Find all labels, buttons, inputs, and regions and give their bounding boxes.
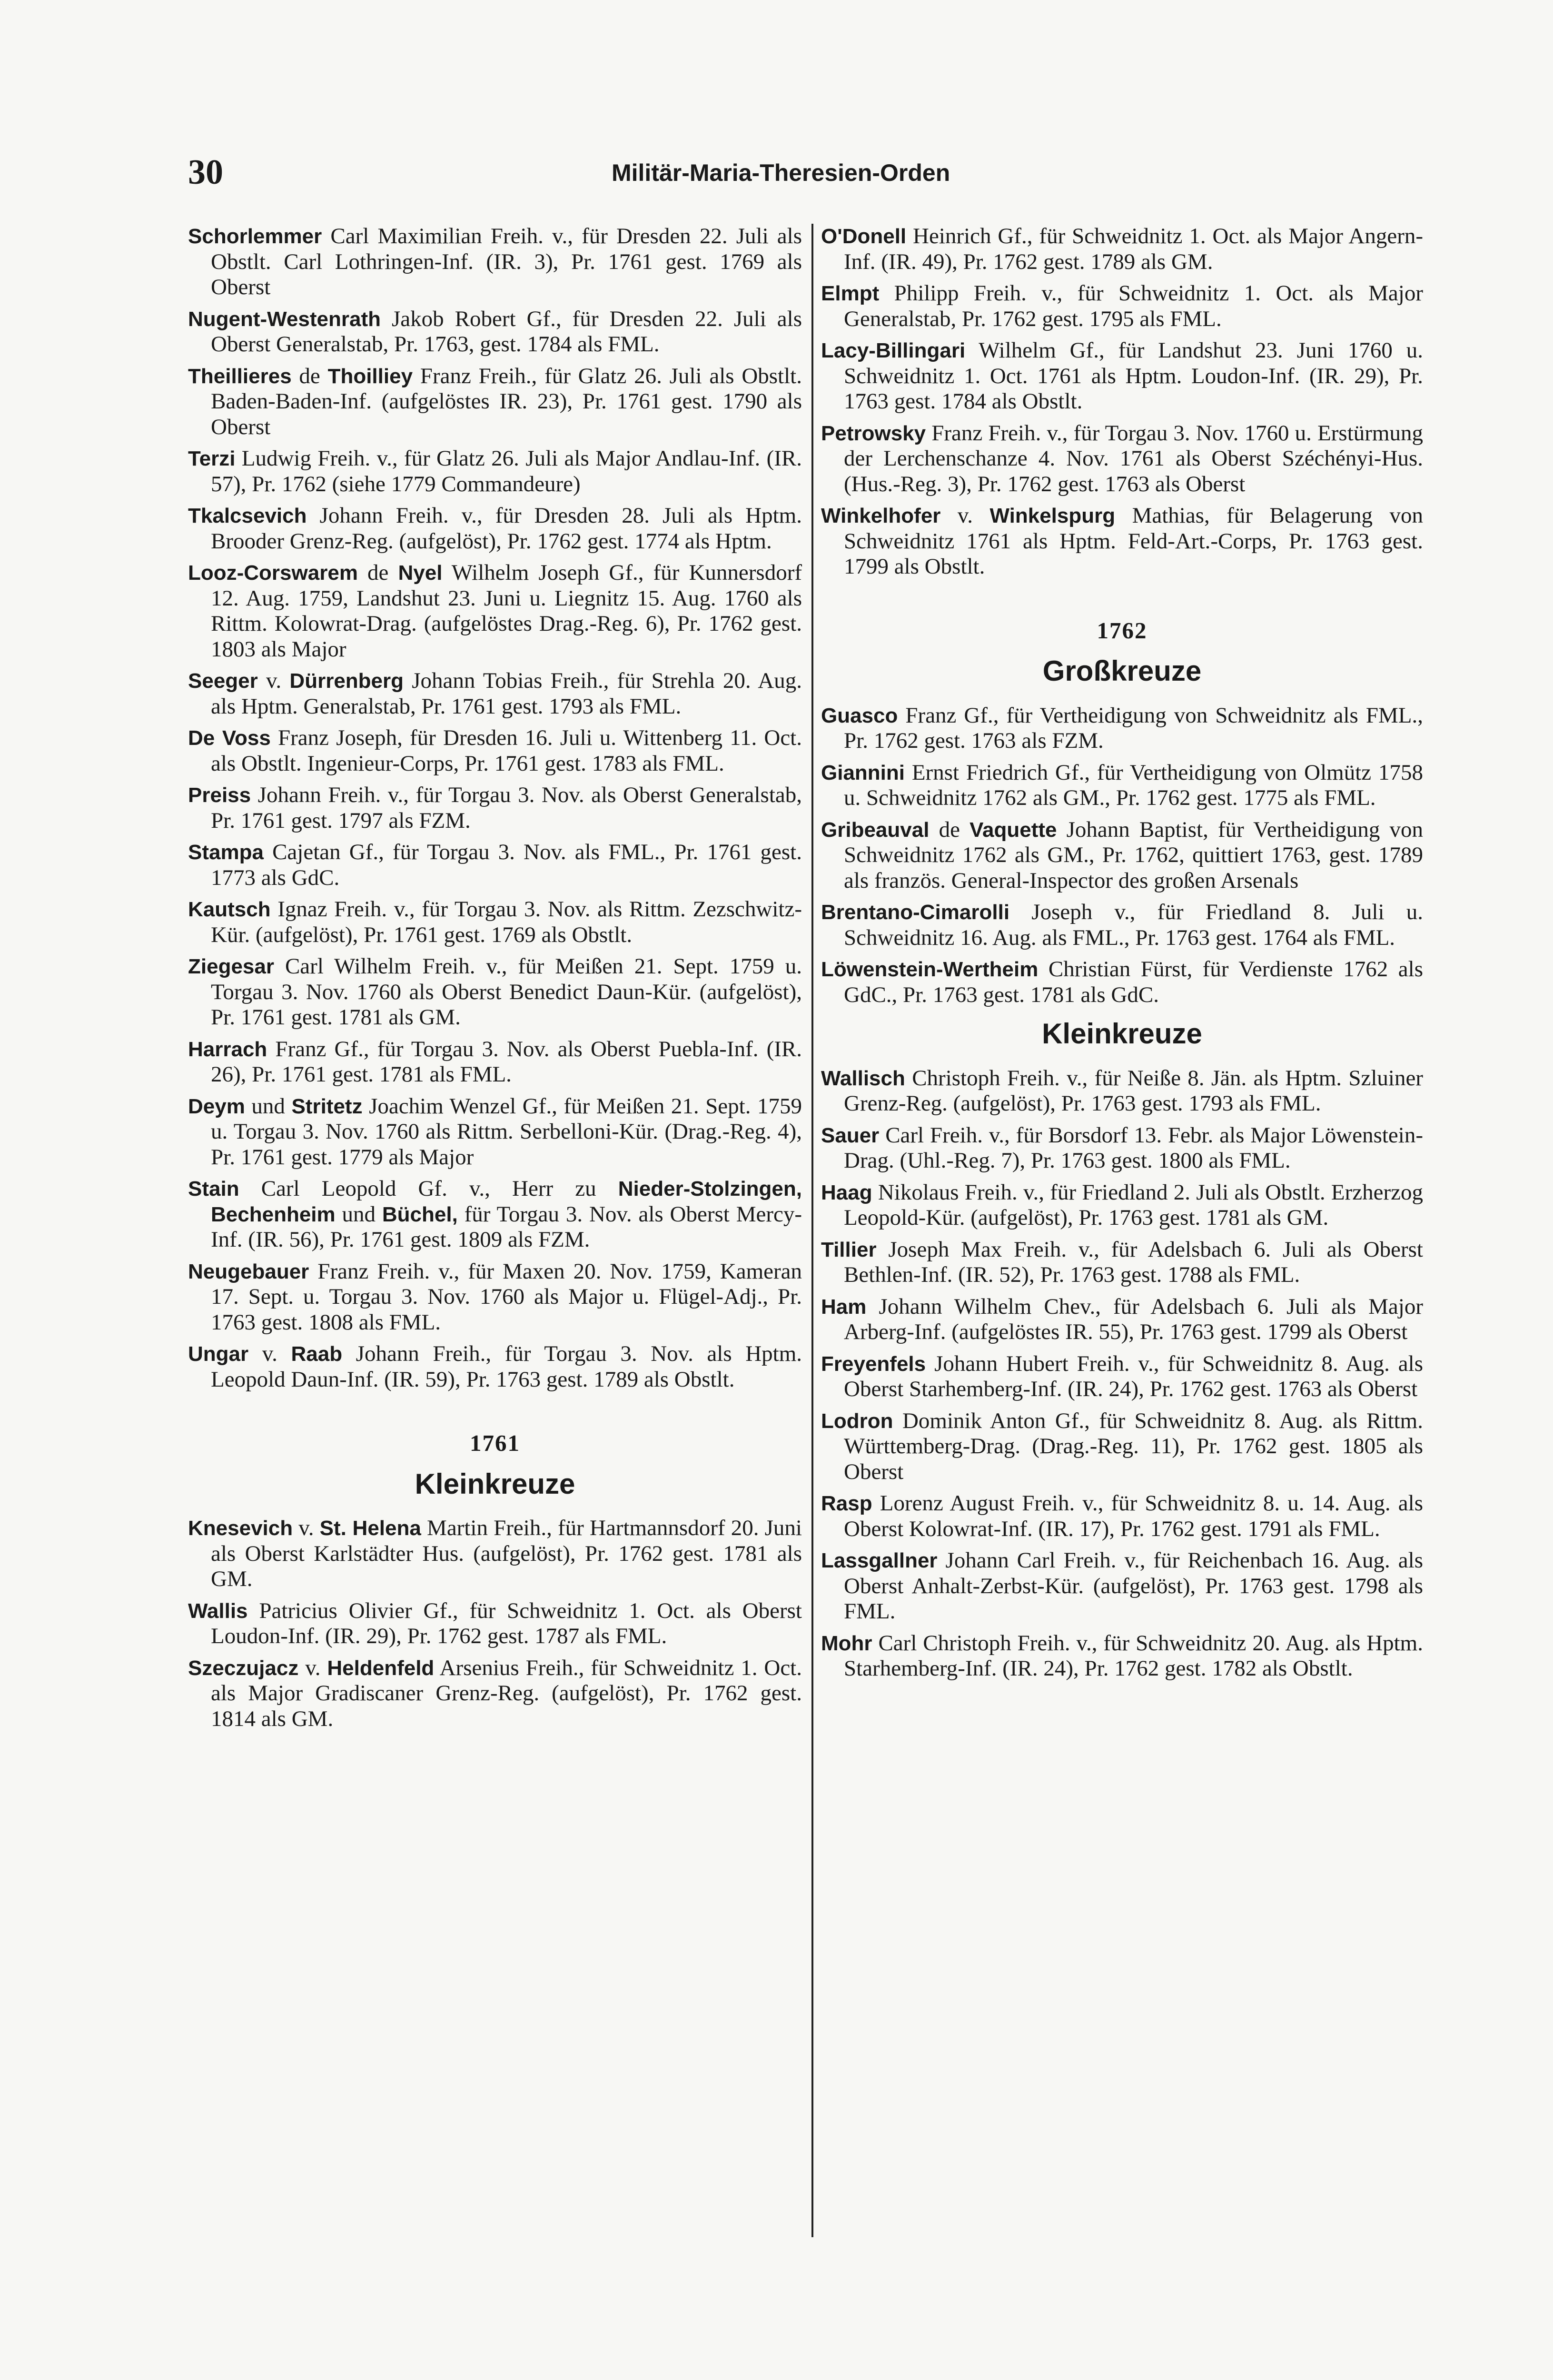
list-item <box>188 1341 802 1392</box>
entry-text: Christian Fürst, für Verdienste 1762 als GdC., Pr. 1763 gest. 1781 als GdC. <box>844 957 1423 1007</box>
entry-text: de <box>929 817 970 842</box>
entry-text: Philipp Freih. v., für Schweidnitz 1. Oct. als Major Generalstab, Pr. 1762 gest. 1795 als FML. <box>844 281 1423 331</box>
entry-name: Ziegesar <box>188 955 274 978</box>
list-item <box>188 560 802 662</box>
entry-text: Franz Freih. v., für Torgau 3. Nov. 1760 u. Erstürmung der Lerchenschanze 4. Nov. 1761 als Oberst Széchényi-Hus. (Hus.-Reg. 3), Pr. 1762 gest. 1763 als Oberst <box>844 420 1423 496</box>
list-item <box>188 364 802 440</box>
entry-text: de <box>291 363 328 388</box>
entry-text: Johann Freih. v., für Dresden 28. Juli als Hptm. Brooder Grenz-Reg. (aufgelöst), Pr. 1762 gest. 1774 als Hptm. <box>211 503 802 554</box>
entry-text: Patricius Olivier Gf., für Schweidnitz 1. Oct. als Oberst Loudon-Inf. (IR. 29), Pr. 1762 gest. 1787 als FML. <box>211 1598 802 1648</box>
entry-text: Mathias, für Belagerung von Schweidnitz 1761 als Hptm. Feld-Art.-Corps, Pr. 1763 gest. 1799 als Obstlt. <box>844 503 1423 579</box>
list-item <box>821 1548 1423 1625</box>
list-item <box>821 957 1423 1008</box>
list-item <box>821 1066 1423 1117</box>
list-item <box>188 1259 802 1336</box>
running-title: Militär-Maria-Theresien-Orden <box>612 159 950 186</box>
entry-name: Lodron <box>821 1409 893 1433</box>
list-item <box>821 1237 1423 1288</box>
list-item <box>821 224 1423 275</box>
list-item <box>821 760 1423 811</box>
entry-text: Joseph v., für Friedland 8. Juli u. Schweidnitz 16. Aug. als FML., Pr. 1763 gest. 1764 als FML. <box>844 900 1423 950</box>
entry-text: Franz Joseph, für Dresden 16. Juli u. Wittenberg 11. Oct. als Obstlt. Ingenieur-Corps, Pr. 1761 gest. 1783 als FML. <box>211 725 802 776</box>
list-item <box>188 307 802 357</box>
list-item <box>821 817 1423 894</box>
entry-text: Johann Tobias Freih., für Strehla 20. Aug. als Hptm. Generalstab, Pr. 1761 gest. 1793 als FML. <box>211 668 802 719</box>
list-item <box>188 668 802 719</box>
entry-text: Cajetan Gf., für Torgau 3. Nov. als FML., Pr. 1761 gest. 1773 als GdC. <box>211 840 802 890</box>
entry-text: Franz Freih. v., für Maxen 20. Nov. 1759, Kameran 17. Sept. u. Torgau 3. Nov. 1760 als Major u. Flügel-Adj., Pr. 1763 gest. 1808 als FML. <box>211 1259 802 1335</box>
left-column <box>188 224 802 1738</box>
entry-text: Joachim Wenzel Gf., für Meißen 21. Sept. 1759 u. Torgau 3. Nov. 1760 als Rittm. Serbelloni-Kür. (Drag.-Reg. 4), Pr. 1761 gest. 1779 als Major <box>211 1093 802 1170</box>
list-item <box>188 954 802 1031</box>
entry-name: Harrach <box>188 1037 267 1061</box>
entry-name: Looz-Corswarem <box>188 561 358 585</box>
list-item <box>821 1491 1423 1542</box>
entry-name: Nugent-Westenrath <box>188 307 381 331</box>
list-item <box>821 503 1423 580</box>
entry-text: de <box>357 560 398 585</box>
entry-text: v. <box>257 668 290 693</box>
entry-name: Giannini <box>821 761 905 784</box>
list-item <box>188 224 802 300</box>
entry-name: Wallisch <box>821 1066 905 1090</box>
entry-text: Carl Wilhelm Freih. v., für Meißen 21. Sept. 1759 u. Torgau 3. Nov. 1760 als Oberst Benedict Daun-Kür. (aufgelöst), Pr. 1761 gest. 1781 als GM. <box>211 954 802 1030</box>
entry-name: Dürrenberg <box>289 669 404 693</box>
entry-text: Carl Christoph Freih. v., für Schweidnitz 20. Aug. als Hptm. Starhemberg-Inf. (IR. 24), Pr. 1762 gest. 1782 als Obstlt. <box>844 1630 1423 1681</box>
entry-text: Dominik Anton Gf., für Schweidnitz 8. Aug. als Rittm. Württemberg-Drag. (Drag.-Reg. 11), Pr. 1762 gest. 1805 als Oberst <box>844 1408 1423 1484</box>
entry-name: Stampa <box>188 841 264 864</box>
entry-text: Arsenius Freih., für Schweidnitz 1. Oct. als Major Gradiscaner Grenz-Reg. (aufgelöst), Pr. 1762 gest. 1814 als GM. <box>211 1655 802 1731</box>
year-heading-1761: 1761 <box>470 1430 520 1456</box>
entry-name: Heldenfeld <box>327 1656 435 1680</box>
entry-name: Haag <box>821 1180 872 1204</box>
entry-name: Neugebauer <box>188 1259 309 1283</box>
entry-name: Elmpt <box>821 282 880 305</box>
entry-name: Wallis <box>188 1599 248 1623</box>
column-divider <box>811 224 813 2237</box>
list-item <box>188 840 802 891</box>
entry-text: und <box>335 1201 382 1227</box>
list-item <box>188 1516 802 1592</box>
list-item <box>188 1094 802 1170</box>
entry-text: Jakob Robert Gf., für Dresden 22. Juli als Oberst Generalstab, Pr. 1763, gest. 1784 als FML. <box>211 306 802 357</box>
list-item <box>188 503 802 554</box>
entry-name: Tkalcsevich <box>188 504 307 527</box>
entry-name: Guasco <box>821 704 898 727</box>
entry-text: Ernst Friedrich Gf., für Vertheidigung von Olmütz 1758 u. Schweidnitz 1762 als GM., Pr. 1762 gest. 1775 als FML. <box>844 760 1423 810</box>
entry-text: Franz Gf., für Torgau 3. Nov. als Oberst Puebla-Inf. (IR. 26), Pr. 1761 gest. 1781 als FML. <box>211 1036 802 1087</box>
list-item <box>188 783 802 833</box>
entry-name: Szeczujacz <box>188 1656 299 1680</box>
section-heading-kleinkreuze-1762: Kleinkreuze <box>1042 1018 1202 1050</box>
entry-text: und <box>245 1093 292 1119</box>
entry-name: Löwenstein-Wertheim <box>821 958 1039 981</box>
entry-name: St. Helena <box>319 1517 421 1540</box>
entry-name: Seeger <box>188 669 258 693</box>
list-item <box>821 900 1423 951</box>
entry-text: Heinrich Gf., für Schweidnitz 1. Oct. als Major Angern-Inf. (IR. 49), Pr. 1762 gest. 1789 als GM. <box>844 224 1423 274</box>
page-number: 30 <box>188 153 223 192</box>
list-item <box>821 1408 1423 1485</box>
entry-text: Johann Wilhelm Chev., für Adelsbach 6. Juli als Major Arberg-Inf. (aufgelöstes IR. 55), Pr. 1763 gest. 1799 als Oberst <box>844 1294 1423 1344</box>
list-item <box>821 1631 1423 1682</box>
list-item <box>188 446 802 497</box>
entry-name: Terzi <box>188 447 236 470</box>
entry-name: Raab <box>291 1342 343 1366</box>
entry-name: Vaquette <box>969 818 1057 842</box>
section-heading-grosskreuze-1762: Großkreuze <box>1042 655 1202 687</box>
entry-text: Wilhelm Joseph Gf., für Kunnersdorf 12. Aug. 1759, Landshut 23. Juni u. Liegnitz 15. Aug. 1760 als Rittm. Kolowrat-Drag. (aufgelöstes Drag.-Reg. 6), Pr. 1762 gest. 1803 als Major <box>211 560 802 662</box>
entry-text: Johann Baptist, für Vertheidigung von Schweidnitz 1762 als GM., Pr. 1762, quittiert 1763, gest. 1789 als französ. General-Inspector des großen Arsenals <box>844 817 1423 893</box>
entry-name: Nieder-Stolzingen, Bechenheim <box>211 1177 802 1226</box>
entry-text: Martin Freih., für Hartmannsdorf 20. Juni als Oberst Karlstädter Hus. (aufgelöst), Pr. 1762 gest. 1781 als GM. <box>211 1516 802 1591</box>
entry-text: Wilhelm Gf., für Landshut 23. Juni 1760 u. Schweidnitz 1. Oct. 1761 als Hptm. Loudon-Inf. (IR. 29), Pr. 1763 gest. 1784 als Obstlt. <box>844 338 1423 414</box>
entry-text: Johann Hubert Freih. v., für Schweidnitz 8. Aug. als Oberst Starhemberg-Inf. (IR. 24), Pr. 1762 gest. 1763 als Oberst <box>844 1351 1423 1401</box>
entry-name: Ungar <box>188 1342 249 1366</box>
kleinkreuze-1761-list <box>188 1516 802 1732</box>
entry-name: Kautsch <box>188 898 271 921</box>
section-heading-kleinkreuze-1761: Kleinkreuze <box>415 1468 575 1500</box>
entry-name: Theillieres <box>188 364 292 388</box>
entry-text: Joseph Max Freih. v., für Adelsbach 6. Juli als Oberst Bethlen-Inf. (IR. 52), Pr. 1763 gest. 1788 als FML. <box>844 1237 1423 1287</box>
entry-name: Mohr <box>821 1631 872 1655</box>
entry-name: Petrowsky <box>821 421 926 445</box>
entry-text: Ignaz Freih. v., für Torgau 3. Nov. als Rittm. Zezschwitz-Kür. (aufgelöst), Pr. 1761 gest. 1769 als Obstlt. <box>211 897 802 947</box>
entry-text: v. <box>298 1655 327 1680</box>
entry-text: Johann Freih. v., für Torgau 3. Nov. als Oberst Generalstab, Pr. 1761 gest. 1797 als FZM. <box>211 783 802 833</box>
list-item <box>188 897 802 948</box>
entry-name: Ham <box>821 1295 867 1319</box>
entry-name: Büchel, <box>382 1202 458 1226</box>
list-item <box>188 1037 802 1088</box>
entry-name: Deym <box>188 1094 245 1118</box>
entry-text: v. <box>940 503 990 528</box>
entry-text: Carl Freih. v., für Borsdorf 13. Febr. als Major Löwenstein-Drag. (Uhl.-Reg. 7), Pr. 1763 gest. 1800 als FML. <box>844 1122 1423 1173</box>
entry-name: Stritetz <box>291 1094 363 1118</box>
entry-text: Johann Freih., für Torgau 3. Nov. als Hptm. Leopold Daun-Inf. (IR. 59), Pr. 1763 gest. 1789 als Obstlt. <box>211 1341 802 1392</box>
entry-text: Franz Gf., für Vertheidigung von Schweidnitz als FML., Pr. 1762 gest. 1763 als FZM. <box>844 703 1423 753</box>
list-item <box>821 1351 1423 1402</box>
entry-text: Ludwig Freih. v., für Glatz 26. Juli als Major Andlau-Inf. (IR. 57), Pr. 1762 (siehe 1779 Commandeure) <box>211 446 802 496</box>
kleinkreuze-1762-list <box>821 1066 1423 1682</box>
entry-text: Franz Freih., für Glatz 26. Juli als Obstlt. Baden-Baden-Inf. (aufgelöstes IR. 23), Pr. 1761 gest. 1790 als Oberst <box>211 363 802 439</box>
entry-name: Rasp <box>821 1492 872 1515</box>
entry-text: Carl Maximilian Freih. v., für Dresden 22. Juli als Obstlt. Carl Lothringen-Inf. (IR. 3), Pr. 1761 gest. 1769 als Oberst <box>211 224 802 299</box>
right-column <box>821 224 1423 1688</box>
entry-name: Thoilliey <box>327 364 413 388</box>
entry-name: O'Donell <box>821 225 907 248</box>
entry-name: Winkelspurg <box>989 504 1116 527</box>
entry-text: Nikolaus Freih. v., für Friedland 2. Juli als Obstlt. Erzherzog Leopold-Kür. (aufgelöst), Pr. 1763 gest. 1781 als GM. <box>844 1180 1423 1230</box>
list-item <box>821 1180 1423 1231</box>
entry-name: Winkelhofer <box>821 504 941 527</box>
entry-name: Lacy-Billingari <box>821 339 966 362</box>
entry-text: Johann Carl Freih. v., für Reichenbach 16. Aug. als Oberst Anhalt-Zerbst-Kür. (aufgelöst), Pr. 1763 gest. 1798 als FML. <box>844 1548 1423 1624</box>
entry-text: für Torgau 3. Nov. als Oberst Mercy-Inf. (IR. 56), Pr. 1761 gest. 1809 als FZM. <box>211 1201 802 1252</box>
entry-name: Preiss <box>188 783 251 807</box>
entry-text: Lorenz August Freih. v., für Schweidnitz 8. u. 14. Aug. als Oberst Kolowrat-Inf. (IR. 17), Pr. 1762 gest. 1791 als FML. <box>844 1491 1423 1541</box>
entry-name: Brentano-Cimarolli <box>821 901 1010 924</box>
list-item <box>821 1294 1423 1345</box>
left-entry-list <box>188 224 802 1392</box>
entry-name: Tillier <box>821 1238 877 1261</box>
entry-name: Sauer <box>821 1123 880 1147</box>
list-item <box>821 281 1423 332</box>
list-item <box>188 1176 802 1253</box>
page-header <box>188 152 1387 200</box>
entry-text: v. <box>293 1516 320 1540</box>
entry-name: Lassgallner <box>821 1549 938 1572</box>
entry-name: Freyenfels <box>821 1352 926 1376</box>
right-entry-list <box>821 224 1423 580</box>
list-item <box>821 1123 1423 1174</box>
entry-name: Schorlemmer <box>188 225 322 248</box>
entry-text: Carl Leopold Gf. v., Herr zu <box>239 1176 618 1201</box>
entry-text: v. <box>248 1341 291 1366</box>
list-item <box>821 421 1423 497</box>
list-item <box>188 1598 802 1649</box>
entry-text: Christoph Freih. v., für Neiße 8. Jän. als Hptm. Szluiner Grenz-Reg. (aufgelöst), Pr. 1763 gest. 1793 als FML. <box>844 1065 1423 1116</box>
entry-name: Gribeauval <box>821 818 930 842</box>
list-item <box>821 338 1423 415</box>
entry-name: Stain <box>188 1177 239 1200</box>
entry-name: Nyel <box>398 561 443 585</box>
list-item <box>188 1656 802 1732</box>
list-item <box>188 725 802 776</box>
grosskreuze-1762-list <box>821 703 1423 1008</box>
entry-name: De Voss <box>188 726 271 750</box>
list-item <box>821 703 1423 754</box>
entry-name: Knesevich <box>188 1517 293 1540</box>
year-heading-1762: 1762 <box>1097 617 1147 644</box>
